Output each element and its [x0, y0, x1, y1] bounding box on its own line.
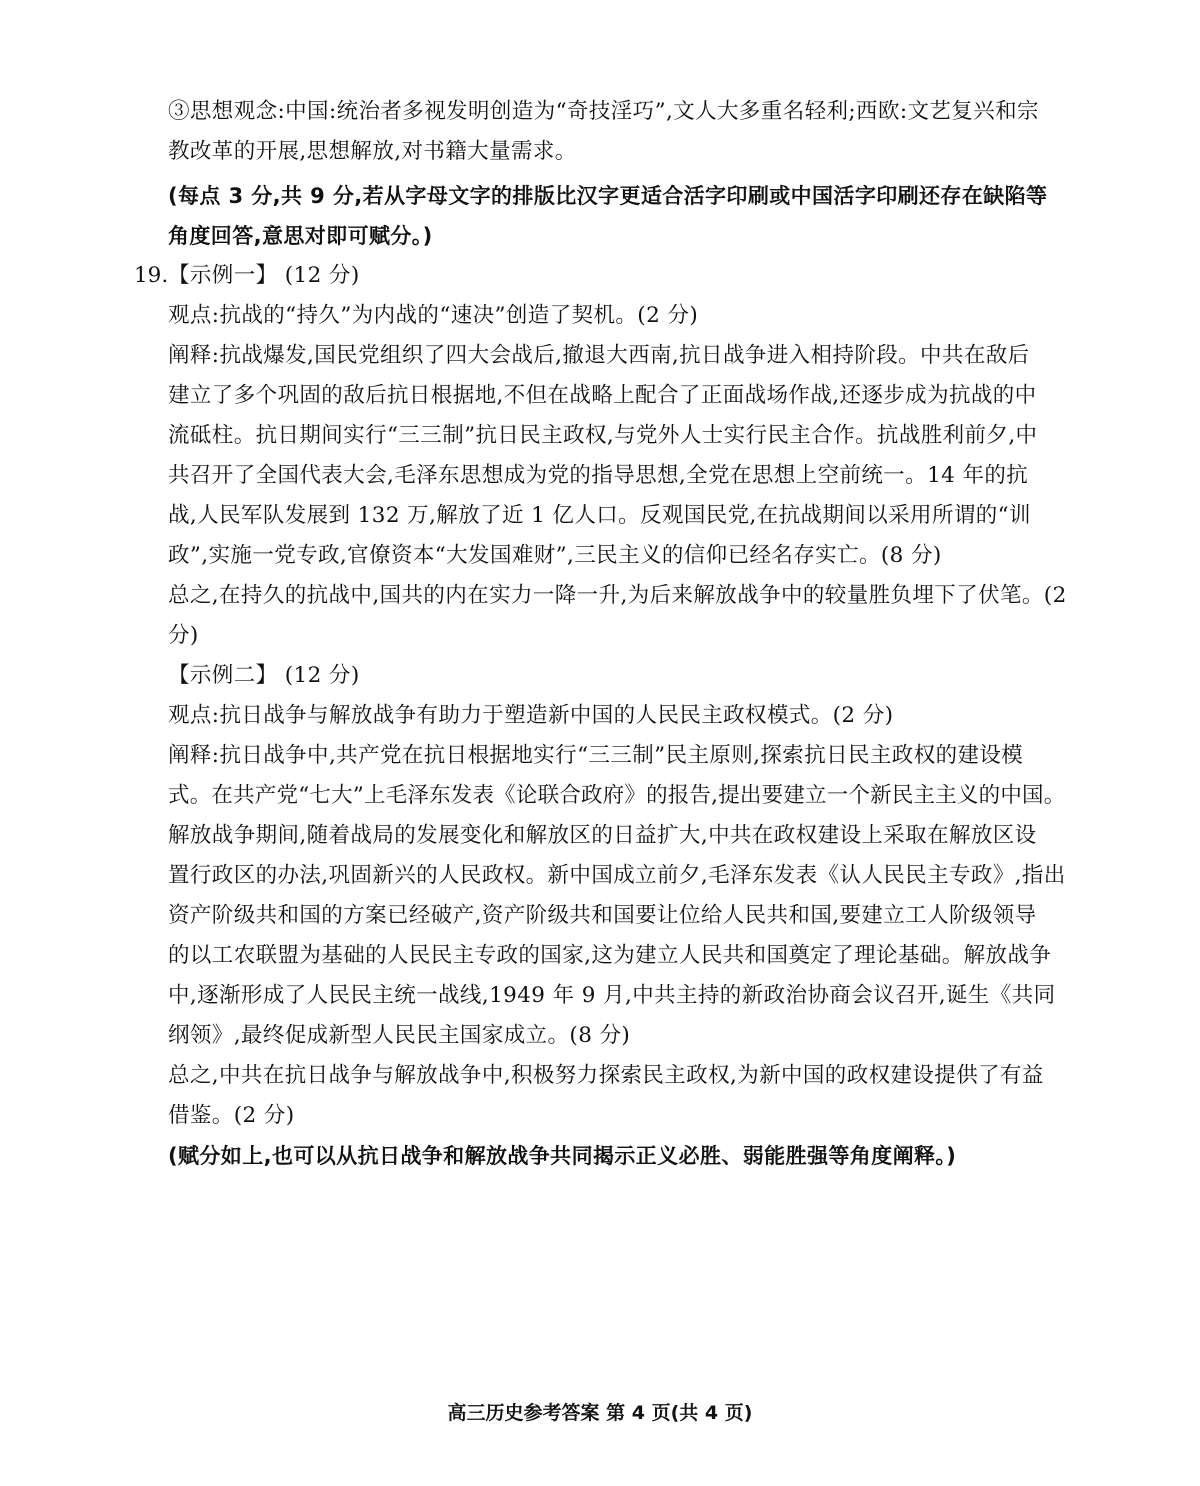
example1-summary-line: 分) — [168, 623, 199, 648]
q19-grading-note: (赋分如上,也可以从抗日战争和解放战争共同揭示正义必胜、弱能胜强等角度阐释。) — [168, 1144, 957, 1168]
example2-explain-line: 资产阶级共和国的方案已经破产,资产阶级共和国要让位给人民共和国,要建立工人阶级领导 — [168, 903, 1037, 928]
example1-summary-line: 总之,在持久的抗战中,国共的内在实力一降一升,为后来解放战争中的较量胜负埋下了伏笔。(2 — [168, 583, 1067, 608]
example2-summary-line: 借鉴。(2 分) — [168, 1103, 295, 1128]
example2-explain-line: 的以工农联盟为基础的人民民主专政的国家,这为建立人民共和国奠定了理论基础。解放战争 — [168, 943, 1052, 968]
example2-viewpoint: 观点:抗日战争与解放战争有助力于塑造新中国的人民民主政权模式。(2 分) — [168, 703, 894, 728]
example1-explain-line: 政”,实施一党专政,官僚资本“大发国难财”,三民主义的信仰已经名存实亡。(8 分) — [168, 543, 942, 568]
example2-explain-line: 阐释:抗日战争中,共产党在抗日根据地实行“三三制”民主原则,探索抗日民主政权的建设模 — [168, 743, 1024, 768]
example2-explain-line: 解放战争期间,随着战局的发展变化和解放区的日益扩大,中共在政权建设上采取在解放区设 — [168, 823, 1037, 848]
example2-explain-line: 置行政区的办法,巩固新兴的人民政权。新中国成立前夕,毛泽东发表《认人民民主专政》,指出 — [168, 863, 1066, 888]
example1-explain-line: 流砥柱。抗日期间实行“三三制”抗日民主政权,与党外人士实行民主合作。抗战胜利前夕,中 — [168, 423, 1038, 448]
example1-explain-line: 战,人民军队发展到 132 万,解放了近 1 亿人口。反观国民党,在抗战期间以采用所谓的“训 — [168, 503, 1031, 528]
page-footer: 高三历史参考答案 第 4 页(共 4 页) — [447, 1402, 753, 1424]
q18-point3-line1: ③思想观念:中国:统治者多视发明创造为“奇技淫巧”,文人大多重名轻利;西欧:文艺复兴和宗 — [168, 99, 1039, 124]
example2-explain-line: 中,逐渐形成了人民民主统一战线,1949 年 9 月,中共主持的新政治协商会议召开,诞生《共同 — [168, 983, 1056, 1008]
example1-explain-line: 建立了多个巩固的敌后抗日根据地,不但在战略上配合了正面战场作战,还逐步成为抗战的中 — [168, 383, 1037, 408]
example2-heading: 【示例二】 (12 分) — [168, 663, 360, 688]
example1-explain-line: 共召开了全国代表大会,毛泽东思想成为党的指导思想,全党在思想上空前统一。14 年的抗 — [168, 463, 1029, 488]
example1-heading: 【示例一】 (12 分) — [168, 263, 360, 288]
example2-explain-line: 式。在共产党“七大”上毛泽东发表《论联合政府》的报告,提出要建立一个新民主主义的中国。 — [168, 783, 1066, 808]
q18-grading-note-line1: (每点 3 分,共 9 分,若从字母文字的排版比汉字更适合活字印刷或中国活字印刷还存在缺陷等 — [168, 184, 1048, 208]
example1-viewpoint: 观点:抗战的“持久”为内战的“速决”创造了契机。(2 分) — [168, 303, 699, 328]
q18-grading-note-line2: 角度回答,意思对即可赋分。) — [168, 224, 433, 248]
example2-summary-line: 总之,中共在抗日战争与解放战争中,积极努力探索民主政权,为新中国的政权建设提供了有益 — [168, 1063, 1044, 1088]
q18-point3-line2: 教改革的开展,思想解放,对书籍大量需求。 — [168, 139, 577, 164]
example1-explain-line: 阐释:抗战爆发,国民党组织了四大会战后,撤退大西南,抗日战争进入相持阶段。中共在敌后 — [168, 343, 1030, 368]
example2-explain-line: 纲领》,最终促成新型人民民主国家成立。(8 分) — [168, 1023, 631, 1048]
question-number: 19. — [134, 263, 169, 288]
